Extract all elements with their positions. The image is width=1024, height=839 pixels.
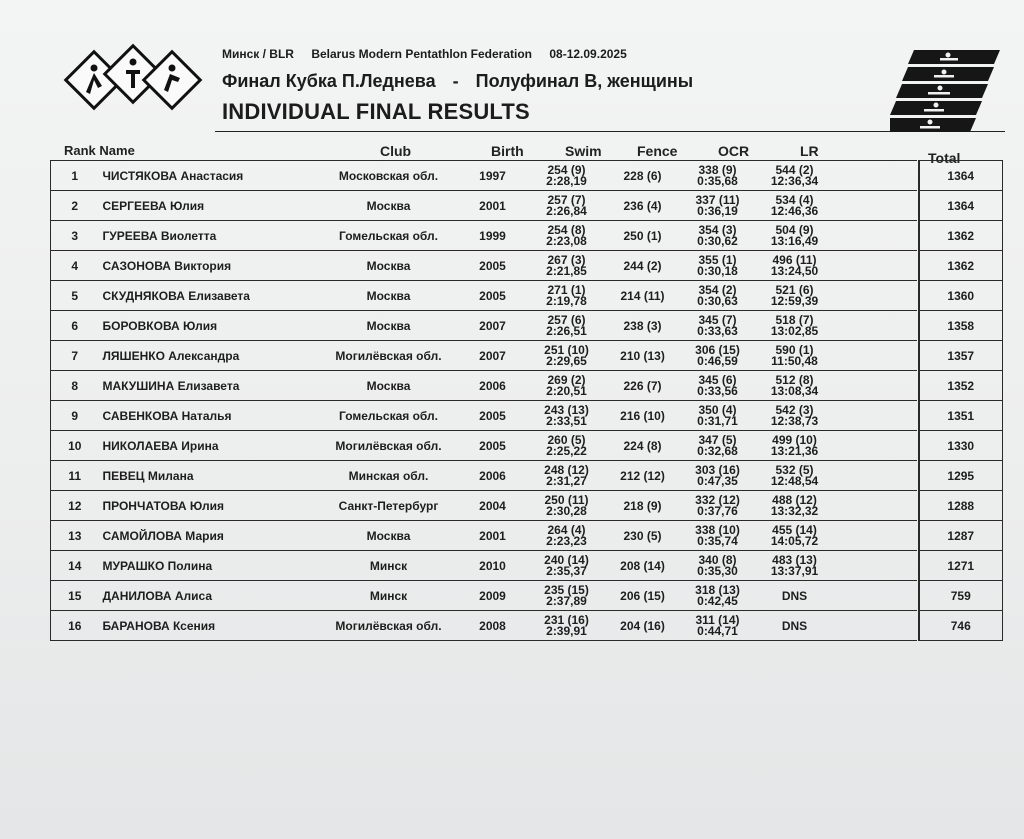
- rank-cell: 12: [51, 491, 99, 521]
- birth-cell: 2010: [459, 551, 527, 581]
- spacer-cell: [833, 371, 917, 401]
- lr-time: 13:02,85: [770, 323, 819, 338]
- ocr-cell: [679, 341, 757, 371]
- swim-time: 2:28,19: [546, 173, 587, 188]
- ocr-time: 0:35,30: [697, 563, 738, 578]
- results-table: [50, 160, 1002, 641]
- total-cell: 1288: [919, 491, 1003, 521]
- total-cell: 1364: [919, 191, 1003, 221]
- col-rank-name: Rank Name: [64, 143, 135, 158]
- lr-time: 12:38,73: [770, 413, 819, 428]
- lr-time: 12:46,36: [770, 203, 819, 218]
- spacer-cell: [833, 341, 917, 371]
- ocr-points: 355 (1): [698, 252, 737, 267]
- fence-cell: 224 (8): [607, 431, 679, 461]
- rank-cell: 13: [51, 521, 99, 551]
- ocr-time: 0:32,68: [697, 443, 738, 458]
- ocr-cell: [679, 491, 757, 521]
- fence-cell: 212 (12): [607, 461, 679, 491]
- lr-cell: [757, 221, 833, 251]
- lr-time: 12:36,34: [770, 173, 819, 188]
- table-row: [51, 191, 1003, 221]
- spacer-cell: [833, 281, 917, 311]
- lr-points: 499 (10): [772, 432, 817, 447]
- table-row: [51, 251, 1003, 281]
- fence-cell: 216 (10): [607, 401, 679, 431]
- ocr-points: 306 (15): [695, 342, 740, 357]
- club-cell: Минская обл.: [319, 461, 459, 491]
- athlete-name: ПРОНЧАТОВА Юлия: [99, 491, 319, 521]
- lr-points: 512 (8): [775, 372, 814, 387]
- fence-cell: 208 (14): [607, 551, 679, 581]
- fence-cell: 206 (15): [607, 581, 679, 611]
- total-cell: 1358: [919, 311, 1003, 341]
- swim-time: 2:35,37: [546, 563, 587, 578]
- swim-cell: [527, 611, 607, 641]
- fence-cell: 204 (16): [607, 611, 679, 641]
- lr-points: 532 (5): [775, 462, 814, 477]
- rank-cell: 3: [51, 221, 99, 251]
- ocr-points: 340 (8): [698, 552, 737, 567]
- swim-time: 2:23,23: [546, 533, 587, 548]
- club-cell: Московская обл.: [319, 161, 459, 191]
- athlete-name: ДАНИЛОВА Алиса: [99, 581, 319, 611]
- table-row: [51, 341, 1003, 371]
- swim-cell: [527, 161, 607, 191]
- athlete-name: СКУДНЯКОВА Елизавета: [99, 281, 319, 311]
- ocr-time: 0:42,45: [697, 593, 738, 608]
- ocr-points: 338 (10): [695, 522, 740, 537]
- swim-time: 2:33,51: [546, 413, 587, 428]
- table-row: [51, 431, 1003, 461]
- spacer-cell: [833, 311, 917, 341]
- birth-cell: 2007: [459, 311, 527, 341]
- swim-time: 2:39,91: [546, 623, 587, 638]
- lr-points: 590 (1): [775, 342, 814, 357]
- fence-cell: 228 (6): [607, 161, 679, 191]
- ocr-cell: [679, 281, 757, 311]
- total-cell: 1287: [919, 521, 1003, 551]
- birth-cell: 2009: [459, 581, 527, 611]
- swim-points: 264 (4): [547, 522, 586, 537]
- table-row: [51, 461, 1003, 491]
- rank-cell: 15: [51, 581, 99, 611]
- header-divider: [215, 131, 1005, 132]
- birth-cell: 1997: [459, 161, 527, 191]
- spacer-cell: [833, 551, 917, 581]
- ocr-points: 332 (12): [695, 492, 740, 507]
- swim-cell: [527, 551, 607, 581]
- table-row: [51, 611, 1003, 641]
- swim-time: 2:37,89: [546, 593, 587, 608]
- swim-points: 254 (9): [547, 162, 586, 177]
- swim-cell: [527, 341, 607, 371]
- fence-cell: 238 (3): [607, 311, 679, 341]
- lr-points: 521 (6): [775, 282, 814, 297]
- lr-time: 12:59,39: [770, 293, 819, 308]
- lr-points: 518 (7): [775, 312, 814, 327]
- birth-cell: 2008: [459, 611, 527, 641]
- ocr-time: 0:47,35: [697, 473, 738, 488]
- spacer-cell: [833, 191, 917, 221]
- swim-time: 2:20,51: [546, 383, 587, 398]
- table-row: [51, 311, 1003, 341]
- club-cell: Москва: [319, 191, 459, 221]
- table-row: [51, 221, 1003, 251]
- club-cell: Могилёвская обл.: [319, 431, 459, 461]
- fence-cell: 226 (7): [607, 371, 679, 401]
- spacer-cell: [833, 581, 917, 611]
- club-cell: Могилёвская обл.: [319, 611, 459, 641]
- total-cell: 1330: [919, 431, 1003, 461]
- col-fence: Fence: [637, 143, 678, 159]
- birth-cell: 2004: [459, 491, 527, 521]
- competition-name: Финал Кубка П.Леднева: [222, 71, 436, 91]
- rank-cell: 5: [51, 281, 99, 311]
- swim-points: 271 (1): [547, 282, 586, 297]
- swim-cell: [527, 491, 607, 521]
- col-ocr: OCR: [718, 143, 750, 159]
- federation-name: Belarus Modern Pentathlon Federation: [311, 47, 533, 61]
- birth-cell: 2001: [459, 191, 527, 221]
- lr-points: 483 (13): [772, 552, 817, 567]
- athlete-name: ЛЯШЕНКО Александра: [99, 341, 319, 371]
- lr-points: 455 (14): [772, 522, 817, 537]
- ocr-points: 350 (4): [698, 402, 737, 417]
- lr-time: 12:48,54: [770, 473, 819, 488]
- fence-cell: 210 (13): [607, 341, 679, 371]
- ocr-time: 0:30,62: [697, 233, 738, 248]
- col-swim: Swim: [565, 143, 602, 159]
- swim-points: 257 (7): [547, 192, 586, 207]
- swim-time: 2:19,78: [546, 293, 587, 308]
- competition-line: [222, 71, 693, 92]
- ocr-points: 345 (7): [698, 312, 737, 327]
- ocr-cell: [679, 521, 757, 551]
- lr-cell: DNS: [757, 581, 833, 611]
- fence-cell: 214 (11): [607, 281, 679, 311]
- ocr-time: 0:44,71: [697, 623, 738, 638]
- club-cell: Москва: [319, 251, 459, 281]
- swim-cell: [527, 401, 607, 431]
- rank-cell: 1: [51, 161, 99, 191]
- club-cell: Минск: [319, 581, 459, 611]
- ocr-cell: [679, 611, 757, 641]
- col-lr: LR: [800, 143, 819, 159]
- fence-cell: 250 (1): [607, 221, 679, 251]
- athlete-name: БАРАНОВА Ксения: [99, 611, 319, 641]
- birth-cell: 2006: [459, 371, 527, 401]
- fence-cell: 244 (2): [607, 251, 679, 281]
- fence-cell: 230 (5): [607, 521, 679, 551]
- swim-points: 260 (5): [547, 432, 586, 447]
- lr-cell: DNS: [757, 611, 833, 641]
- col-birth: Birth: [491, 143, 524, 159]
- ocr-points: 311 (14): [695, 612, 740, 627]
- club-cell: Гомельская обл.: [319, 401, 459, 431]
- lr-time: 14:05,72: [770, 533, 819, 548]
- total-cell: 1351: [919, 401, 1003, 431]
- lr-cell: [757, 431, 833, 461]
- total-cell: 1271: [919, 551, 1003, 581]
- lr-time: 13:32,32: [770, 503, 819, 518]
- table-row: [51, 401, 1003, 431]
- spacer-cell: [833, 221, 917, 251]
- lr-cell: [757, 161, 833, 191]
- ocr-cell: [679, 221, 757, 251]
- swim-time: 2:26,84: [546, 203, 587, 218]
- table-row: [51, 491, 1003, 521]
- swim-time: 2:25,22: [546, 443, 587, 458]
- athlete-name: МУРАШКО Полина: [99, 551, 319, 581]
- table-row: [51, 281, 1003, 311]
- birth-cell: 1999: [459, 221, 527, 251]
- swim-points: 251 (10): [544, 342, 589, 357]
- birth-cell: 2005: [459, 251, 527, 281]
- ocr-points: 303 (16): [695, 462, 740, 477]
- event-dates: 08-12.09.2025: [549, 47, 627, 61]
- ocr-cell: [679, 401, 757, 431]
- rank-cell: 4: [51, 251, 99, 281]
- club-cell: Москва: [319, 281, 459, 311]
- swim-points: 267 (3): [547, 252, 586, 267]
- spacer-cell: [833, 161, 917, 191]
- athlete-name: ГУРЕЕВА Виолетта: [99, 221, 319, 251]
- spacer-cell: [833, 401, 917, 431]
- birth-cell: 2005: [459, 401, 527, 431]
- ocr-time: 0:46,59: [697, 353, 738, 368]
- swim-time: 2:31,27: [546, 473, 587, 488]
- swim-cell: [527, 521, 607, 551]
- ocr-points: 347 (5): [698, 432, 737, 447]
- lr-cell: [757, 401, 833, 431]
- ocr-cell: [679, 551, 757, 581]
- swim-time: 2:26,51: [546, 323, 587, 338]
- lr-time: 13:24,50: [770, 263, 819, 278]
- table-row: [51, 161, 1003, 191]
- rank-cell: 8: [51, 371, 99, 401]
- ocr-cell: [679, 161, 757, 191]
- club-cell: Могилёвская обл.: [319, 341, 459, 371]
- lr-time: 13:16,49: [770, 233, 819, 248]
- swim-cell: [527, 461, 607, 491]
- swim-time: 2:21,85: [546, 263, 587, 278]
- ocr-time: 0:36,19: [697, 203, 738, 218]
- club-cell: Москва: [319, 521, 459, 551]
- lr-points: 504 (9): [775, 222, 814, 237]
- rank-cell: 2: [51, 191, 99, 221]
- total-cell: 1360: [919, 281, 1003, 311]
- total-cell: 1295: [919, 461, 1003, 491]
- ocr-time: 0:35,68: [697, 173, 738, 188]
- swim-time: 2:29,65: [546, 353, 587, 368]
- page-title: INDIVIDUAL FINAL RESULTS: [222, 99, 530, 124]
- total-cell: 746: [919, 611, 1003, 641]
- lr-cell: [757, 281, 833, 311]
- rank-cell: 9: [51, 401, 99, 431]
- lr-points: 496 (11): [772, 252, 817, 267]
- ocr-points: 354 (2): [698, 282, 737, 297]
- total-cell: 1362: [919, 251, 1003, 281]
- spacer-cell: [833, 251, 917, 281]
- lr-cell: [757, 311, 833, 341]
- lr-time: 13:08,34: [770, 383, 819, 398]
- total-cell: 1352: [919, 371, 1003, 401]
- ocr-time: 0:30,18: [697, 263, 738, 278]
- ocr-points: 354 (3): [698, 222, 737, 237]
- col-total: Total: [928, 150, 961, 166]
- swim-cell: [527, 311, 607, 341]
- ocr-points: 338 (9): [698, 162, 737, 177]
- ocr-time: 0:37,76: [697, 503, 738, 518]
- ocr-cell: [679, 251, 757, 281]
- rank-cell: 11: [51, 461, 99, 491]
- birth-cell: 2007: [459, 341, 527, 371]
- club-cell: Минск: [319, 551, 459, 581]
- athlete-name: ПЕВЕЦ Милана: [99, 461, 319, 491]
- swim-cell: [527, 251, 607, 281]
- swim-cell: [527, 371, 607, 401]
- ocr-cell: [679, 461, 757, 491]
- athlete-name: САВЕНКОВА Наталья: [99, 401, 319, 431]
- lr-points: 488 (12): [772, 492, 817, 507]
- lr-cell: [757, 371, 833, 401]
- total-cell: 759: [919, 581, 1003, 611]
- birth-cell: 2001: [459, 521, 527, 551]
- birth-cell: 2005: [459, 431, 527, 461]
- table-row: [51, 371, 1003, 401]
- lr-cell: [757, 491, 833, 521]
- ocr-time: 0:30,63: [697, 293, 738, 308]
- lr-points: 534 (4): [775, 192, 814, 207]
- lr-time: 13:37,91: [770, 563, 819, 578]
- lr-time: 13:21,36: [770, 443, 819, 458]
- swim-points: 243 (13): [544, 402, 589, 417]
- event-name: Полуфинал В, женщины: [475, 71, 694, 91]
- ocr-cell: [679, 191, 757, 221]
- lr-cell: [757, 191, 833, 221]
- rank-cell: 6: [51, 311, 99, 341]
- athlete-name: БОРОВКОВА Юлия: [99, 311, 319, 341]
- fence-cell: 236 (4): [607, 191, 679, 221]
- spacer-cell: [833, 491, 917, 521]
- rank-cell: 16: [51, 611, 99, 641]
- lr-cell: [757, 341, 833, 371]
- ocr-cell: [679, 311, 757, 341]
- total-cell: 1357: [919, 341, 1003, 371]
- ocr-time: 0:31,71: [697, 413, 738, 428]
- swim-time: 2:30,28: [546, 503, 587, 518]
- swim-cell: [527, 431, 607, 461]
- swim-points: 235 (15): [544, 582, 589, 597]
- ocr-points: 318 (13): [695, 582, 740, 597]
- athlete-name: СЕРГЕЕВА Юлия: [99, 191, 319, 221]
- fence-cell: 218 (9): [607, 491, 679, 521]
- club-cell: Гомельская обл.: [319, 221, 459, 251]
- table-row: [51, 521, 1003, 551]
- location: Минск / BLR: [222, 47, 294, 61]
- swim-time: 2:23,08: [546, 233, 587, 248]
- club-cell: Москва: [319, 371, 459, 401]
- total-cell: 1362: [919, 221, 1003, 251]
- lr-points: 544 (2): [775, 162, 814, 177]
- swim-cell: [527, 191, 607, 221]
- birth-cell: 2005: [459, 281, 527, 311]
- spacer-cell: [833, 431, 917, 461]
- table-row: [51, 581, 1003, 611]
- swim-points: 248 (12): [544, 462, 589, 477]
- swim-cell: [527, 221, 607, 251]
- swim-points: 240 (14): [544, 552, 589, 567]
- pentathlon-disciplines-icon: [890, 48, 1002, 134]
- separator: -: [452, 71, 459, 91]
- rank-cell: 10: [51, 431, 99, 461]
- athlete-name: НИКОЛАЕВА Ирина: [99, 431, 319, 461]
- swim-points: 254 (8): [547, 222, 586, 237]
- federation-logo-icon: [60, 40, 205, 122]
- total-cell: 1364: [919, 161, 1003, 191]
- lr-cell: [757, 521, 833, 551]
- lr-time: 11:50,48: [771, 353, 818, 368]
- ocr-points: 337 (11): [695, 192, 740, 207]
- rank-cell: 14: [51, 551, 99, 581]
- lr-cell: [757, 551, 833, 581]
- swim-points: 269 (2): [547, 372, 586, 387]
- lr-cell: [757, 251, 833, 281]
- swim-cell: [527, 281, 607, 311]
- swim-points: 250 (11): [544, 492, 589, 507]
- header-meta: [222, 47, 641, 61]
- club-cell: Санкт-Петербург: [319, 491, 459, 521]
- spacer-cell: [833, 611, 917, 641]
- table-row: [51, 551, 1003, 581]
- ocr-cell: [679, 431, 757, 461]
- swim-points: 231 (16): [544, 612, 589, 627]
- rank-cell: 7: [51, 341, 99, 371]
- athlete-name: САЗОНОВА Виктория: [99, 251, 319, 281]
- athlete-name: САМОЙЛОВА Мария: [99, 521, 319, 551]
- athlete-name: МАКУШИНА Елизавета: [99, 371, 319, 401]
- ocr-points: 345 (6): [698, 372, 737, 387]
- swim-points: 257 (6): [547, 312, 586, 327]
- ocr-cell: [679, 371, 757, 401]
- birth-cell: 2006: [459, 461, 527, 491]
- club-cell: Москва: [319, 311, 459, 341]
- ocr-cell: [679, 581, 757, 611]
- spacer-cell: [833, 521, 917, 551]
- lr-cell: [757, 461, 833, 491]
- swim-cell: [527, 581, 607, 611]
- spacer-cell: [833, 461, 917, 491]
- athlete-name: ЧИСТЯКОВА Анастасия: [99, 161, 319, 191]
- ocr-time: 0:33,63: [697, 323, 738, 338]
- ocr-time: 0:35,74: [697, 533, 738, 548]
- col-club: Club: [380, 143, 412, 159]
- lr-points: 542 (3): [775, 402, 814, 417]
- ocr-time: 0:33,56: [697, 383, 738, 398]
